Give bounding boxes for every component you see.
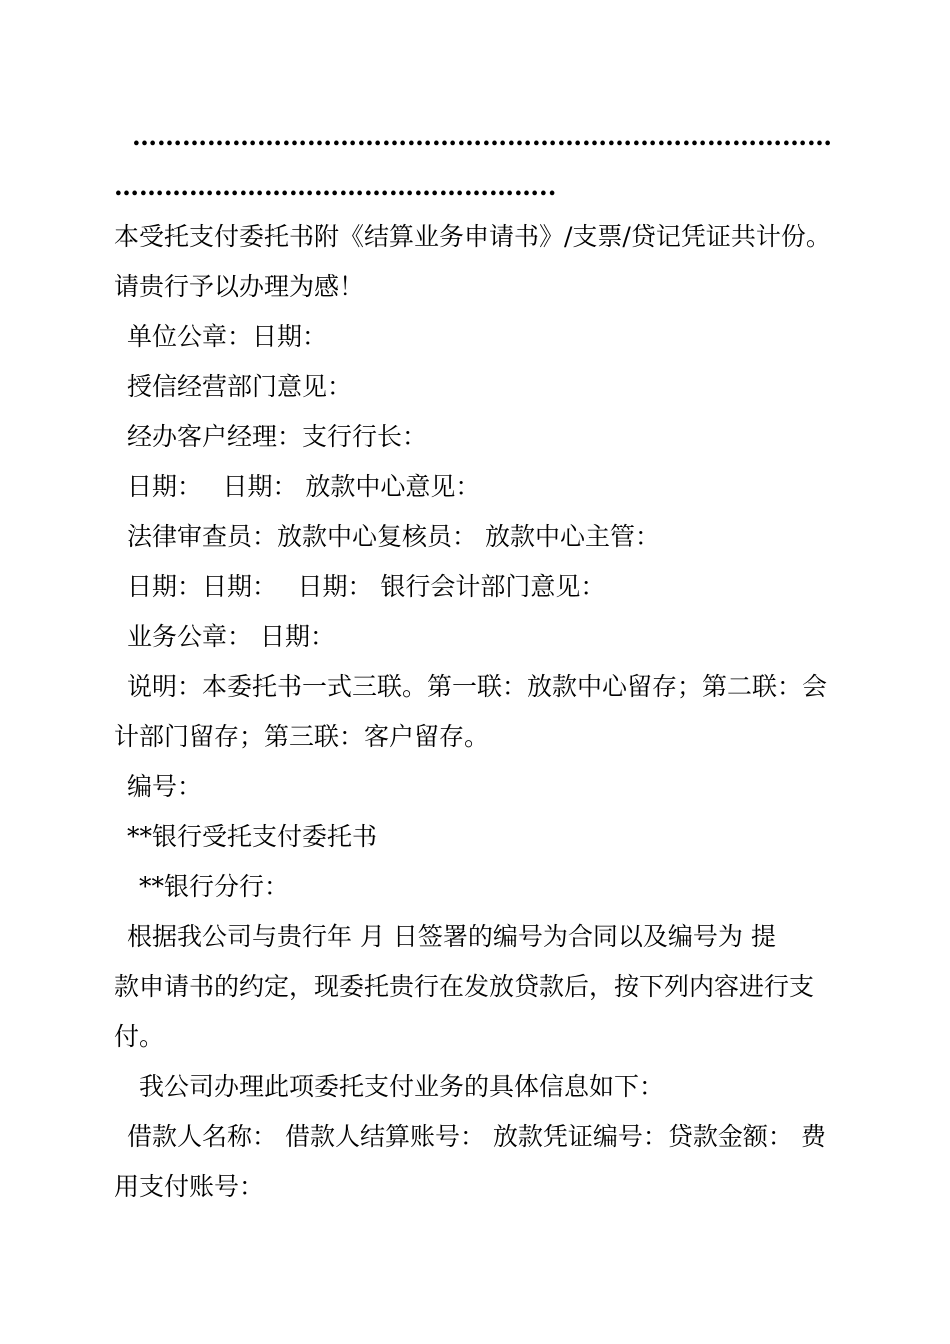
- request-statement: 请贵行予以办理为感！: [114, 272, 365, 301]
- date-line-2: 日期：日期： 日期： 银行会计部门意见：: [127, 572, 606, 601]
- number-label: 编号：: [127, 772, 203, 801]
- credit-dept-opinion: 授信经营部门意见：: [127, 372, 353, 401]
- attachment-statement: 本受托支付委托书附《结算业务申请书》/支票/贷记凭证共计份。: [114, 222, 831, 251]
- explanation-line-2: 计部门留存；第三联：客户留存。: [114, 722, 490, 751]
- body-line-3: 付。: [114, 1022, 165, 1051]
- unit-seal-line: 单位公章：日期：: [127, 322, 328, 351]
- reviewer-line: 法律审查员：放款中心复核员： 放款中心主管：: [127, 522, 660, 551]
- date-line-1: 日期： 日期： 放款中心意见：: [127, 472, 481, 501]
- payment-account-line: 用支付账号：: [114, 1172, 265, 1201]
- body-line-1: 根据我公司与贵行年 月 日签署的编号为合同以及编号为 提: [127, 922, 776, 951]
- addressee-line: **银行分行：: [139, 872, 290, 901]
- manager-line: 经办客户经理：支行行长：: [127, 422, 428, 451]
- business-seal-line: 业务公章： 日期：: [127, 622, 335, 651]
- dotted-line-1: …………………………………………………………………………: [132, 122, 832, 151]
- document-title: **银行受托支付委托书: [127, 822, 378, 851]
- borrower-fields-line: 借款人名称： 借款人结算账号： 放款凭证编号：贷款金额： 费: [127, 1122, 826, 1151]
- dotted-line-2: ……………………………………………..: [114, 172, 557, 201]
- body-line-2: 款申请书的约定，现委托贵行在发放贷款后，按下列内容进行支: [114, 972, 815, 1001]
- explanation-line-1: 说明：本委托书一式三联。第一联：放款中心留存；第二联：会: [127, 672, 828, 701]
- info-intro-line: 我公司办理此项委托支付业务的具体信息如下：: [139, 1072, 665, 1101]
- document-body: [114, 112, 840, 1212]
